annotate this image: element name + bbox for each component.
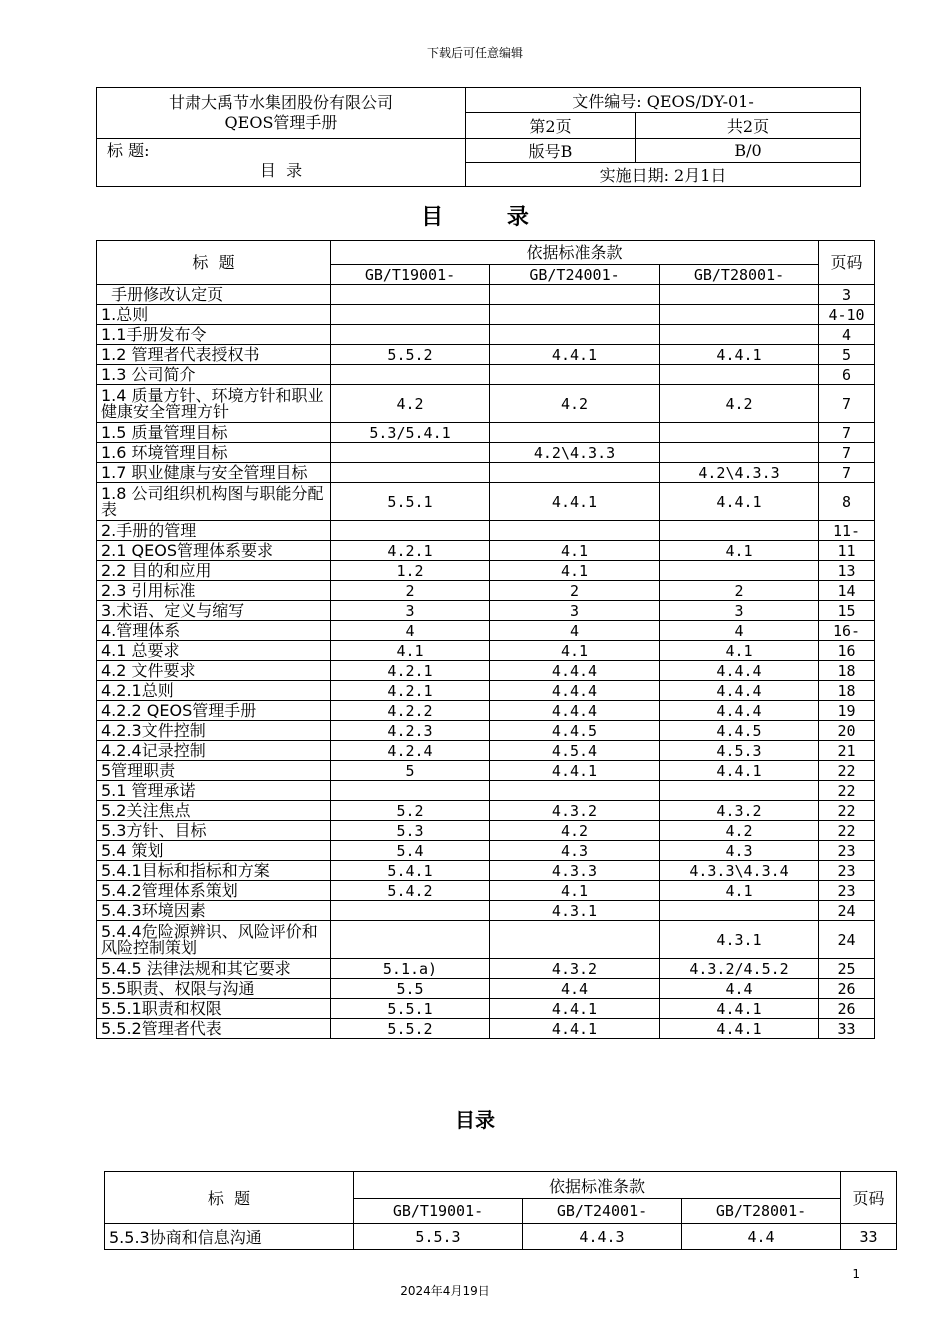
row-title: 5.4 策划 xyxy=(97,841,331,861)
row-title: 5.1 管理承诺 xyxy=(97,781,331,801)
row-std3: 4.2 xyxy=(660,821,819,841)
row-page: 23 xyxy=(819,841,875,861)
row-std3: 4.1 xyxy=(660,541,819,561)
row-title: 2.手册的管理 xyxy=(97,521,331,541)
title-cell xyxy=(97,139,466,187)
row-std1: 5.5.3 xyxy=(354,1224,523,1250)
row-std2: 2 xyxy=(490,581,660,601)
row-title: 1.6 环境管理目标 xyxy=(97,443,331,463)
row-std2 xyxy=(490,921,660,959)
row-title: 1.7 职业健康与安全管理目标 xyxy=(97,463,331,483)
company-name: 甘肃大禹节水集团股份有限公司 xyxy=(168,93,393,112)
row-page: 11 xyxy=(819,541,875,561)
total-pages: 共2页 xyxy=(636,113,861,139)
row-std3: 4.3.3\4.3.4 xyxy=(660,861,819,881)
row-page: 7 xyxy=(819,463,875,483)
row-std1: 5.1.a) xyxy=(331,959,490,979)
row-std3: 4.3.2/4.5.2 xyxy=(660,959,819,979)
table-row xyxy=(97,801,875,821)
row-std2 xyxy=(490,781,660,801)
row-title: 5.4.2管理体系策划 xyxy=(97,881,331,901)
table-row xyxy=(105,1224,897,1250)
row-std1: 5.4.1 xyxy=(331,861,490,881)
row-std2 xyxy=(490,305,660,325)
row-std2: 4.1 xyxy=(490,881,660,901)
row-std3: 4.4.4 xyxy=(660,681,819,701)
row-std1: 4.2.4 xyxy=(331,741,490,761)
toc-title: 目 录 xyxy=(421,205,557,230)
row-std3: 4.5.3 xyxy=(660,741,819,761)
row-title: 2.1 QEOS管理体系要求 xyxy=(97,541,331,561)
row-page: 7 xyxy=(819,385,875,423)
row-title: 5.5.3协商和信息沟通 xyxy=(105,1224,354,1250)
row-std2: 4.4.4 xyxy=(490,681,660,701)
row-page: 25 xyxy=(819,959,875,979)
table-row xyxy=(97,861,875,881)
row-page: 26 xyxy=(819,979,875,999)
row-std2: 4.4.1 xyxy=(490,345,660,365)
row-title: 5.4.5 法律法规和其它要求 xyxy=(97,959,331,979)
effective-date: 实施日期: 2月1日 xyxy=(466,163,861,187)
row-std3 xyxy=(660,423,819,443)
manual-name: QEOS管理手册 xyxy=(224,113,338,132)
row-std3: 4.4.4 xyxy=(660,661,819,681)
row-page: 5 xyxy=(819,345,875,365)
row-title: 1.1手册发布令 xyxy=(97,325,331,345)
row-std1 xyxy=(331,285,490,305)
row-std3: 4.4.1 xyxy=(660,345,819,365)
row-page: 4-10 xyxy=(819,305,875,325)
row-std1 xyxy=(331,901,490,921)
row-std3 xyxy=(660,521,819,541)
row-std1 xyxy=(331,365,490,385)
toc2-col-title-header: 标 题 xyxy=(105,1172,354,1224)
row-page: 22 xyxy=(819,761,875,781)
row-std2: 4.4.4 xyxy=(490,661,660,681)
row-title: 手册修改认定页 xyxy=(97,285,331,305)
row-std1 xyxy=(331,921,490,959)
row-std2: 4.2 xyxy=(490,385,660,423)
table-row xyxy=(97,841,875,861)
row-std2 xyxy=(490,423,660,443)
table-row xyxy=(97,423,875,443)
row-std3: 4.2\4.3.3 xyxy=(660,463,819,483)
row-std2: 4.3.1 xyxy=(490,901,660,921)
row-std1: 5.4.2 xyxy=(331,881,490,901)
row-page: 20 xyxy=(819,721,875,741)
row-std2: 4.4.1 xyxy=(490,483,660,521)
row-title: 5.4.3环境因素 xyxy=(97,901,331,921)
table-row xyxy=(97,741,875,761)
row-page: 22 xyxy=(819,821,875,841)
row-page: 18 xyxy=(819,681,875,701)
table-row xyxy=(97,621,875,641)
row-title: 4.2 文件要求 xyxy=(97,661,331,681)
row-std1: 5.3/5.4.1 xyxy=(331,423,490,443)
top-note: 下载后可任意编辑 xyxy=(426,46,523,60)
table-row xyxy=(97,443,875,463)
row-std1: 5.5 xyxy=(331,979,490,999)
col-title-header: 标 题 xyxy=(97,241,331,285)
row-std2: 4.3.2 xyxy=(490,801,660,821)
page-number: 1 xyxy=(852,1267,860,1281)
doc-number: 文件编号: QEOS/DY-01- xyxy=(466,88,861,113)
row-std1: 5.4 xyxy=(331,841,490,861)
table-row xyxy=(97,365,875,385)
row-std1: 4.2.3 xyxy=(331,721,490,741)
row-std1: 5.3 xyxy=(331,821,490,841)
table-row xyxy=(97,701,875,721)
row-std1 xyxy=(331,443,490,463)
row-std3: 3 xyxy=(660,601,819,621)
row-std1: 4.2.1 xyxy=(331,541,490,561)
row-title: 4.1 总要求 xyxy=(97,641,331,661)
col-page-header: 页码 xyxy=(819,241,875,285)
table-row xyxy=(97,325,875,345)
row-page: 24 xyxy=(819,901,875,921)
row-std2: 4.1 xyxy=(490,561,660,581)
row-std3: 4.4.1 xyxy=(660,1019,819,1039)
row-std2: 4.4.1 xyxy=(490,761,660,781)
row-page: 33 xyxy=(841,1224,897,1250)
toc2-table xyxy=(104,1171,897,1250)
row-title: 1.8 公司组织机构图与职能分配表 xyxy=(97,483,331,521)
row-std3: 4.4 xyxy=(660,979,819,999)
table-row xyxy=(97,305,875,325)
row-std3: 4.2 xyxy=(660,385,819,423)
row-title: 4.2.1总则 xyxy=(97,681,331,701)
row-page: 18 xyxy=(819,661,875,681)
row-std3: 2 xyxy=(660,581,819,601)
table-row xyxy=(97,921,875,959)
row-title: 1.总则 xyxy=(97,305,331,325)
row-std3 xyxy=(660,325,819,345)
company-cell xyxy=(97,88,466,139)
row-std1: 4.2.2 xyxy=(331,701,490,721)
row-page: 3 xyxy=(819,285,875,305)
toc2-col-page-header: 页码 xyxy=(841,1172,897,1224)
row-std2: 4.4.1 xyxy=(490,1019,660,1039)
table-row xyxy=(97,345,875,365)
row-std3: 4 xyxy=(660,621,819,641)
row-std2: 4.4.4 xyxy=(490,701,660,721)
title-value: 目 录 xyxy=(259,161,303,180)
row-title: 4.2.4记录控制 xyxy=(97,741,331,761)
row-page: 26 xyxy=(819,999,875,1019)
toc2-col-std1-header: GB/T19001- xyxy=(354,1199,523,1224)
table-row xyxy=(97,463,875,483)
table-row xyxy=(97,661,875,681)
row-std1: 5.5.1 xyxy=(331,483,490,521)
row-page: 6 xyxy=(819,365,875,385)
toc2-title: 目录 xyxy=(455,1108,495,1132)
row-std1 xyxy=(331,325,490,345)
row-std2: 4.2 xyxy=(490,821,660,841)
row-std2: 4.4.3 xyxy=(523,1224,682,1250)
row-page: 16 xyxy=(819,641,875,661)
row-std3: 4.4.1 xyxy=(660,999,819,1019)
row-std1: 5.5.2 xyxy=(331,1019,490,1039)
row-std1: 4.2.1 xyxy=(331,661,490,681)
row-title: 4.管理体系 xyxy=(97,621,331,641)
table-row xyxy=(97,641,875,661)
page-label: 第2页 xyxy=(466,113,636,139)
col-std3-header: GB/T28001- xyxy=(660,265,819,285)
table-row xyxy=(97,681,875,701)
row-std2 xyxy=(490,325,660,345)
table-row xyxy=(97,561,875,581)
row-title: 5.4.1目标和指标和方案 xyxy=(97,861,331,881)
row-page: 15 xyxy=(819,601,875,621)
row-std3 xyxy=(660,901,819,921)
version: 版号B xyxy=(466,139,636,163)
row-title: 5.4.4危险源辨识、风险评价和风险控制策划 xyxy=(97,921,331,959)
row-std3: 4.4.4 xyxy=(660,701,819,721)
row-title: 1.2 管理者代表授权书 xyxy=(97,345,331,365)
table-row xyxy=(97,541,875,561)
row-title: 5.2关注焦点 xyxy=(97,801,331,821)
row-std1: 3 xyxy=(331,601,490,621)
row-std1: 1.2 xyxy=(331,561,490,581)
row-std1: 5.5.2 xyxy=(331,345,490,365)
row-std2 xyxy=(490,521,660,541)
row-std2: 4.2\4.3.3 xyxy=(490,443,660,463)
row-std3: 4.3.1 xyxy=(660,921,819,959)
revision: B/0 xyxy=(636,139,861,163)
toc2-col-std2-header: GB/T24001- xyxy=(523,1199,682,1224)
table-row xyxy=(97,285,875,305)
row-title: 5.3方针、目标 xyxy=(97,821,331,841)
row-std3: 4.4.1 xyxy=(660,483,819,521)
row-std3: 4.1 xyxy=(660,641,819,661)
col-std2-header: GB/T24001- xyxy=(490,265,660,285)
row-std1: 4.2 xyxy=(331,385,490,423)
row-page: 11- xyxy=(819,521,875,541)
table-row xyxy=(97,881,875,901)
row-std2: 4 xyxy=(490,621,660,641)
row-std1: 5.2 xyxy=(331,801,490,821)
table-row xyxy=(97,999,875,1019)
toc-table xyxy=(96,240,875,1039)
row-std3: 4.4.5 xyxy=(660,721,819,741)
table-row xyxy=(97,521,875,541)
table-row xyxy=(97,781,875,801)
col-basis-header: 依据标准条款 xyxy=(331,241,819,265)
row-title: 5管理职责 xyxy=(97,761,331,781)
row-title: 2.3 引用标准 xyxy=(97,581,331,601)
row-page: 13 xyxy=(819,561,875,581)
table-row xyxy=(97,483,875,521)
row-std2: 4.3 xyxy=(490,841,660,861)
row-std1: 2 xyxy=(331,581,490,601)
row-page: 22 xyxy=(819,781,875,801)
row-std3 xyxy=(660,781,819,801)
row-std1: 5 xyxy=(331,761,490,781)
row-std3: 4.4 xyxy=(682,1224,841,1250)
row-title: 5.5.2管理者代表 xyxy=(97,1019,331,1039)
row-std3 xyxy=(660,285,819,305)
row-std2: 4.1 xyxy=(490,541,660,561)
row-page: 24 xyxy=(819,921,875,959)
row-std3 xyxy=(660,365,819,385)
table-row xyxy=(97,581,875,601)
table-row xyxy=(97,959,875,979)
table-row xyxy=(97,721,875,741)
row-std2: 3 xyxy=(490,601,660,621)
row-std3 xyxy=(660,305,819,325)
table-row xyxy=(97,761,875,781)
row-std3: 4.3.2 xyxy=(660,801,819,821)
row-page: 16- xyxy=(819,621,875,641)
row-page: 19 xyxy=(819,701,875,721)
title-label: 标 题: xyxy=(107,141,150,160)
row-std2 xyxy=(490,365,660,385)
row-page: 23 xyxy=(819,861,875,881)
row-title: 1.4 质量方针、环境方针和职业健康安全管理方针 xyxy=(97,385,331,423)
row-page: 22 xyxy=(819,801,875,821)
table-row xyxy=(97,979,875,999)
col-std1-header: GB/T19001- xyxy=(331,265,490,285)
row-title: 1.3 公司简介 xyxy=(97,365,331,385)
row-page: 14 xyxy=(819,581,875,601)
row-std1 xyxy=(331,463,490,483)
row-page: 33 xyxy=(819,1019,875,1039)
row-title: 4.2.2 QEOS管理手册 xyxy=(97,701,331,721)
row-std1: 4.1 xyxy=(331,641,490,661)
row-std3: 4.1 xyxy=(660,881,819,901)
row-page: 7 xyxy=(819,423,875,443)
toc2-col-basis-header: 依据标准条款 xyxy=(354,1172,841,1199)
row-std1 xyxy=(331,305,490,325)
row-title: 2.2 目的和应用 xyxy=(97,561,331,581)
row-std1: 5.5.1 xyxy=(331,999,490,1019)
row-title: 5.5职责、权限与沟通 xyxy=(97,979,331,999)
row-std3: 4.3 xyxy=(660,841,819,861)
row-title: 3.术语、定义与缩写 xyxy=(97,601,331,621)
row-title: 5.5.1职责和权限 xyxy=(97,999,331,1019)
row-page: 4 xyxy=(819,325,875,345)
row-std2: 4.4.1 xyxy=(490,999,660,1019)
row-title: 4.2.3文件控制 xyxy=(97,721,331,741)
row-std2: 4.5.4 xyxy=(490,741,660,761)
table-row xyxy=(97,385,875,423)
row-std2: 4.3.2 xyxy=(490,959,660,979)
table-row xyxy=(97,901,875,921)
table-row xyxy=(97,1019,875,1039)
row-std1: 4 xyxy=(331,621,490,641)
row-page: 23 xyxy=(819,881,875,901)
row-page: 7 xyxy=(819,443,875,463)
row-std1 xyxy=(331,781,490,801)
toc2-col-std3-header: GB/T28001- xyxy=(682,1199,841,1224)
row-page: 8 xyxy=(819,483,875,521)
row-title: 1.5 质量管理目标 xyxy=(97,423,331,443)
row-page: 21 xyxy=(819,741,875,761)
row-std1: 4.2.1 xyxy=(331,681,490,701)
row-std2: 4.1 xyxy=(490,641,660,661)
row-std2: 4.4 xyxy=(490,979,660,999)
footer-date: 2024年4月19日 xyxy=(400,1284,490,1298)
row-std3: 4.4.1 xyxy=(660,761,819,781)
row-std2: 4.4.5 xyxy=(490,721,660,741)
row-std2 xyxy=(490,285,660,305)
row-std2 xyxy=(490,463,660,483)
row-std2: 4.3.3 xyxy=(490,861,660,881)
row-std1 xyxy=(331,521,490,541)
document-header xyxy=(96,87,861,187)
row-std3 xyxy=(660,561,819,581)
table-row xyxy=(97,601,875,621)
row-std3 xyxy=(660,443,819,463)
table-row xyxy=(97,821,875,841)
